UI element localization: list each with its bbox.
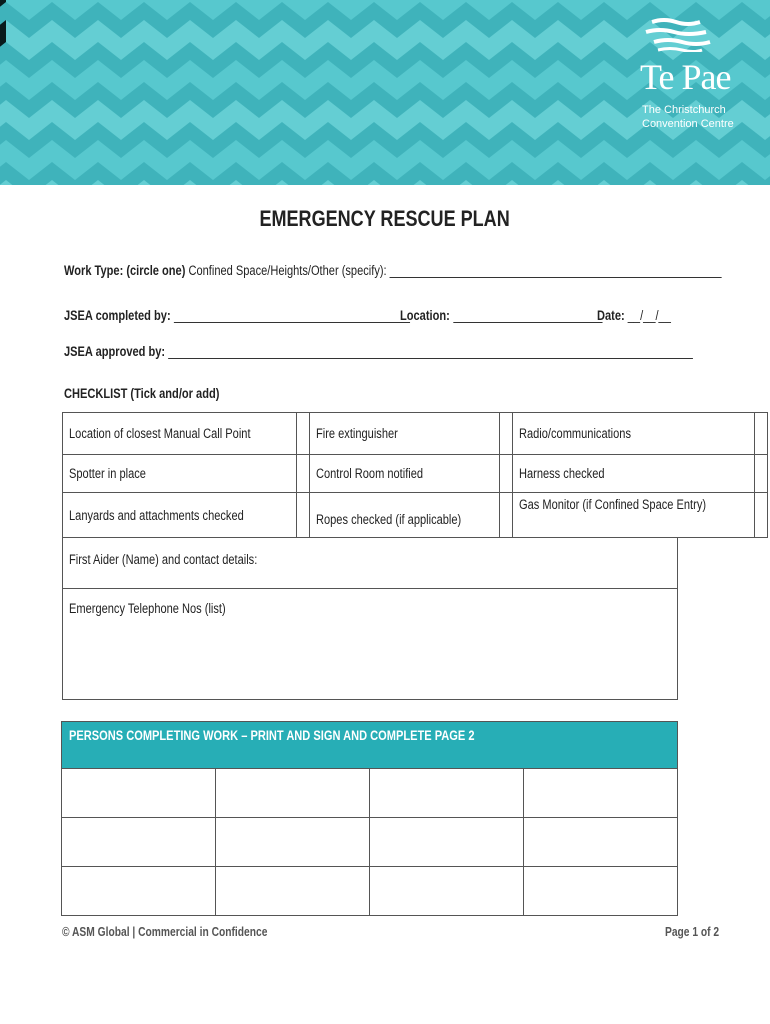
- persons-heading: PERSONS COMPLETING WORK – PRINT AND SIGN AND COMPLETE PAGE 2: [69, 728, 475, 743]
- logo-subtitle-line2: Convention Centre: [642, 118, 734, 130]
- persons-cell[interactable]: [524, 867, 678, 916]
- checklist-tick-box[interactable]: [297, 413, 310, 455]
- emergency-telephone-label: Emergency Telephone Nos (list): [69, 601, 226, 616]
- work-type-label: Work Type: (circle one): [64, 263, 186, 278]
- location-label: Location:: [400, 308, 450, 323]
- persons-heading-bar: [61, 721, 678, 769]
- checklist-item: Harness checked: [513, 455, 754, 493]
- persons-cell[interactable]: [216, 818, 370, 867]
- checklist-item: Spotter in place: [63, 455, 297, 493]
- work-type-options: Confined Space/Heights/Other (specify):: [188, 263, 387, 278]
- checklist-tick-box[interactable]: [500, 413, 513, 455]
- checklist-row: [63, 493, 768, 538]
- checklist-tick-box[interactable]: [754, 455, 767, 493]
- persons-cell[interactable]: [370, 867, 524, 916]
- checklist-table: [62, 412, 768, 538]
- checklist-tick-box[interactable]: [500, 455, 513, 493]
- jsea-completed-label: JSEA completed by:: [64, 308, 171, 323]
- first-aider-field[interactable]: [62, 537, 678, 589]
- waves-icon: [644, 18, 714, 52]
- persons-cell[interactable]: [370, 769, 524, 818]
- persons-row: [62, 867, 678, 916]
- checklist-row: [63, 413, 768, 455]
- persons-cell[interactable]: [216, 769, 370, 818]
- checklist-item: Ropes checked (if applicable): [310, 493, 500, 538]
- first-aider-label: First Aider (Name) and contact details:: [69, 552, 258, 567]
- checklist-tick-box[interactable]: [500, 493, 513, 538]
- persons-cell[interactable]: [524, 818, 678, 867]
- persons-row: [62, 769, 678, 818]
- persons-cell[interactable]: [62, 818, 216, 867]
- jsea-approved-line: [64, 344, 770, 359]
- work-type-line: [64, 263, 770, 278]
- date-field[interactable]: __/__/__: [627, 308, 671, 323]
- page-title: EMERGENCY RESCUE PLAN: [259, 206, 511, 231]
- checklist-tick-box[interactable]: [297, 493, 310, 538]
- checklist-item: Gas Monitor (if Confined Space Entry): [513, 493, 754, 538]
- checklist-tick-box[interactable]: [754, 493, 767, 538]
- checklist-item: Radio/communications: [513, 413, 754, 455]
- persons-row: [62, 818, 678, 867]
- checklist-tick-box[interactable]: [754, 413, 767, 455]
- persons-cell[interactable]: [370, 818, 524, 867]
- logo-subtitle-line1: The Christchurch: [642, 104, 726, 116]
- date-line: [597, 308, 687, 323]
- checklist-item: Location of closest Manual Call Point: [63, 413, 297, 455]
- footer-page-number: Page 1 of 2: [665, 925, 720, 939]
- persons-cell[interactable]: [216, 867, 370, 916]
- checklist-item: Control Room notified: [310, 455, 500, 493]
- persons-table: [61, 768, 678, 916]
- logo-name: Te Pae: [640, 57, 731, 97]
- work-type-specify-field[interactable]: [390, 265, 722, 278]
- jsea-completed-field[interactable]: [174, 310, 410, 323]
- te-pae-logo: [640, 18, 750, 138]
- header-banner: [0, 0, 770, 185]
- persons-cell[interactable]: [62, 769, 216, 818]
- date-label: Date:: [597, 308, 625, 323]
- emergency-telephone-field[interactable]: [62, 588, 678, 700]
- jsea-approved-label: JSEA approved by:: [64, 344, 166, 359]
- footer-confidentiality: © ASM Global | Commercial in Confidence: [62, 925, 268, 939]
- jsea-approved-field[interactable]: [168, 346, 693, 359]
- checklist-heading: CHECKLIST (Tick and/or add): [64, 386, 220, 401]
- checklist-tick-box[interactable]: [297, 455, 310, 493]
- checklist-item: Lanyards and attachments checked: [63, 493, 297, 538]
- location-field[interactable]: [453, 310, 602, 323]
- checklist-row: [63, 455, 768, 493]
- persons-cell[interactable]: [524, 769, 678, 818]
- checklist-item: Fire extinguisher: [310, 413, 500, 455]
- persons-cell[interactable]: [62, 867, 216, 916]
